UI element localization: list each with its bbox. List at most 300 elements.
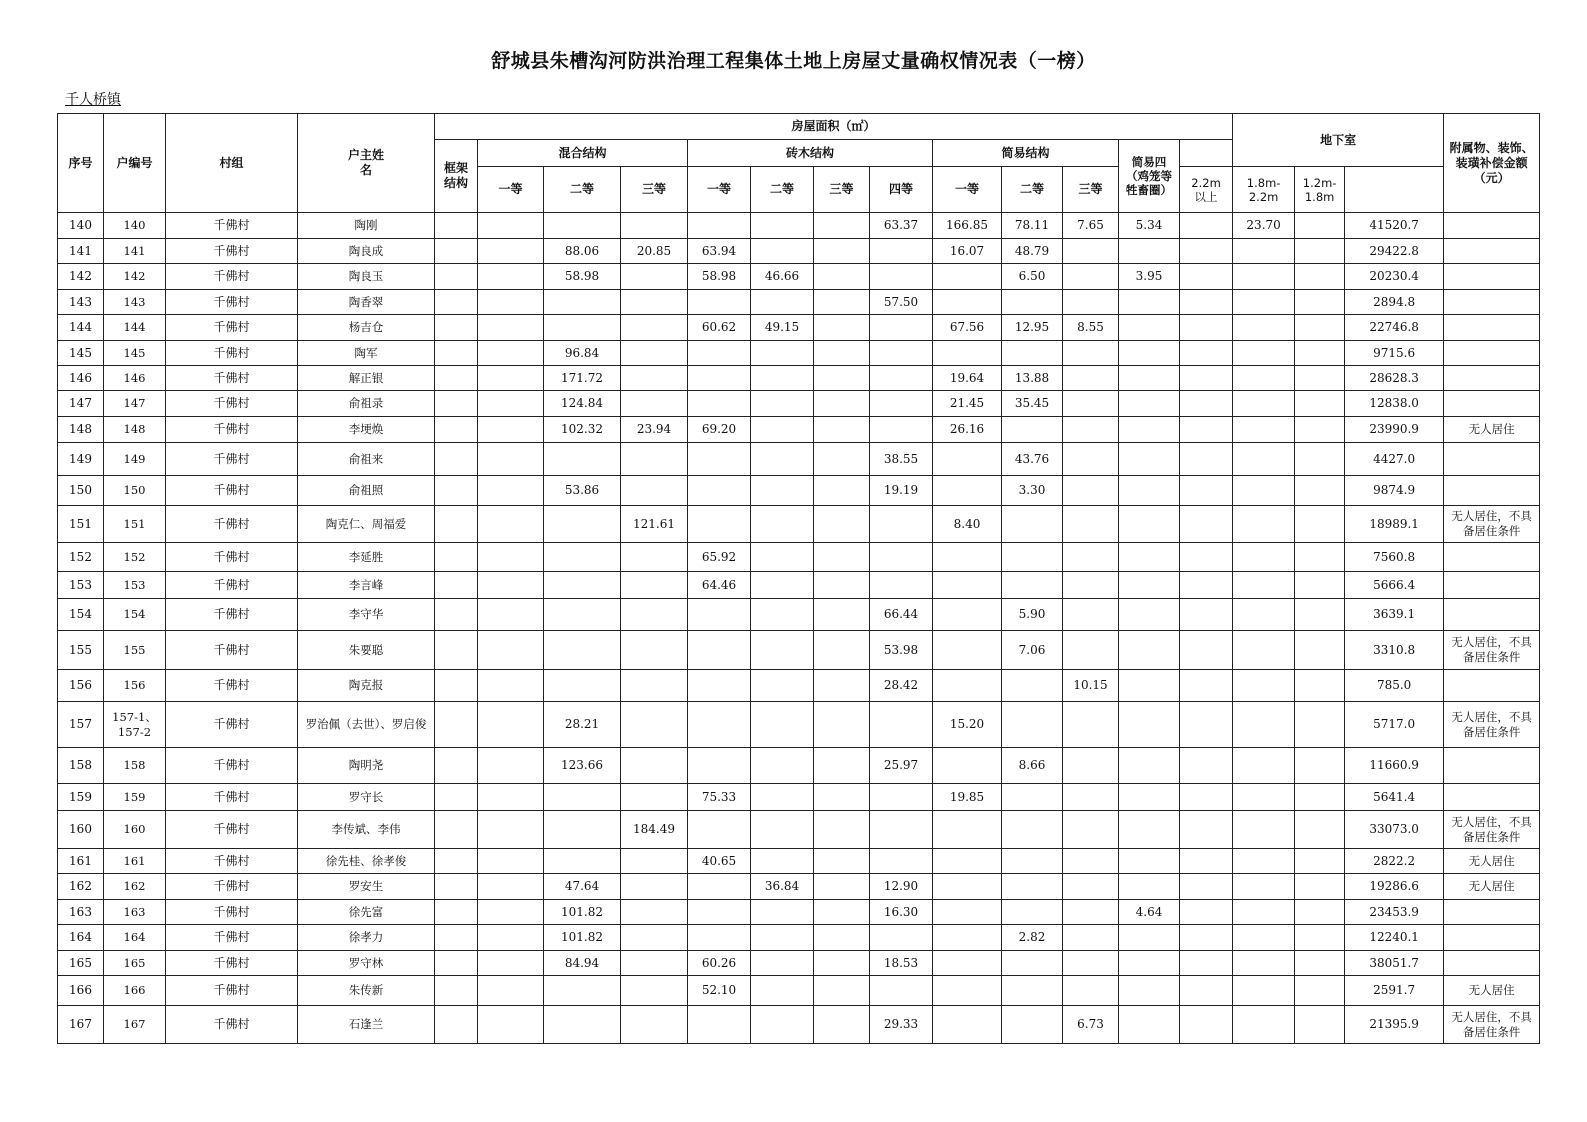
cell-simple-3 bbox=[1063, 264, 1119, 290]
cell-mixed-3: 20.85 bbox=[621, 239, 688, 264]
cell-basement-2 bbox=[1233, 264, 1295, 290]
cell-household-no: 163 bbox=[104, 900, 166, 925]
cell-simple-2 bbox=[1002, 784, 1063, 811]
cell-household-no: 157-1、157-2 bbox=[104, 702, 166, 748]
cell-seq: 144 bbox=[58, 315, 104, 341]
cell-mixed-1 bbox=[478, 631, 544, 670]
cell-basement-1 bbox=[1180, 1006, 1233, 1044]
cell-mixed-1 bbox=[478, 264, 544, 290]
header-frame-text: 框架结构 bbox=[444, 161, 469, 190]
cell-basement-1 bbox=[1180, 443, 1233, 476]
table-row bbox=[58, 315, 1540, 341]
cell-village: 千佛村 bbox=[166, 391, 298, 417]
cell-basement-3 bbox=[1295, 811, 1345, 849]
table-row bbox=[58, 366, 1540, 391]
cell-frame bbox=[435, 874, 478, 900]
cell-household-no: 159 bbox=[104, 784, 166, 811]
cell-seq: 156 bbox=[58, 670, 104, 702]
cell-simple-1 bbox=[933, 631, 1002, 670]
cell-simple-3 bbox=[1063, 543, 1119, 572]
cell-remark: 无人居住 bbox=[1444, 849, 1540, 874]
cell-household-no: 149 bbox=[104, 443, 166, 476]
cell-brick-1 bbox=[688, 925, 751, 951]
cell-brick-3 bbox=[814, 631, 870, 670]
cell-seq: 152 bbox=[58, 543, 104, 572]
header-frame bbox=[435, 140, 478, 213]
cell-basement-1 bbox=[1180, 543, 1233, 572]
cell-simple-4 bbox=[1119, 476, 1180, 506]
cell-seq: 157 bbox=[58, 702, 104, 748]
cell-mixed-2: 53.86 bbox=[544, 476, 621, 506]
table-row bbox=[58, 213, 1540, 239]
cell-owner: 俞祖照 bbox=[298, 476, 435, 506]
cell-basement-1 bbox=[1180, 290, 1233, 315]
cell-owner: 罗守长 bbox=[298, 784, 435, 811]
table-row bbox=[58, 784, 1540, 811]
cell-owner: 罗治佩（去世）、罗启俊 bbox=[298, 702, 435, 748]
cell-village: 千佛村 bbox=[166, 264, 298, 290]
cell-compensation: 28628.3 bbox=[1345, 366, 1444, 391]
table-row bbox=[58, 874, 1540, 900]
cell-basement-1 bbox=[1180, 264, 1233, 290]
cell-owner: 罗守林 bbox=[298, 951, 435, 976]
cell-brick-1 bbox=[688, 476, 751, 506]
cell-mixed-1 bbox=[478, 599, 544, 631]
cell-brick-1: 58.98 bbox=[688, 264, 751, 290]
cell-brick-2 bbox=[751, 976, 814, 1006]
cell-simple-3 bbox=[1063, 417, 1119, 443]
cell-brick-4 bbox=[870, 811, 933, 849]
table-row bbox=[58, 976, 1540, 1006]
cell-frame bbox=[435, 599, 478, 631]
cell-mixed-3 bbox=[621, 631, 688, 670]
cell-basement-1 bbox=[1180, 702, 1233, 748]
cell-mixed-2: 96.84 bbox=[544, 341, 621, 366]
cell-owner: 徐孝力 bbox=[298, 925, 435, 951]
cell-brick-2 bbox=[751, 748, 814, 784]
cell-brick-2 bbox=[751, 572, 814, 599]
cell-brick-2: 49.15 bbox=[751, 315, 814, 341]
cell-simple-2 bbox=[1002, 976, 1063, 1006]
cell-owner: 陶香翠 bbox=[298, 290, 435, 315]
cell-brick-2 bbox=[751, 341, 814, 366]
cell-basement-3 bbox=[1295, 1006, 1345, 1044]
cell-simple-4 bbox=[1119, 976, 1180, 1006]
cell-mixed-1 bbox=[478, 748, 544, 784]
cell-simple-1: 8.40 bbox=[933, 506, 1002, 543]
cell-frame bbox=[435, 506, 478, 543]
cell-basement-1 bbox=[1180, 976, 1233, 1006]
cell-compensation: 19286.6 bbox=[1345, 874, 1444, 900]
cell-mixed-3 bbox=[621, 900, 688, 925]
cell-brick-4 bbox=[870, 702, 933, 748]
cell-brick-4: 19.19 bbox=[870, 476, 933, 506]
cell-mixed-2: 88.06 bbox=[544, 239, 621, 264]
cell-basement-1 bbox=[1180, 900, 1233, 925]
cell-simple-2 bbox=[1002, 341, 1063, 366]
cell-brick-1 bbox=[688, 1006, 751, 1044]
cell-brick-1 bbox=[688, 506, 751, 543]
cell-brick-3 bbox=[814, 417, 870, 443]
cell-basement-3 bbox=[1295, 976, 1345, 1006]
cell-simple-2: 35.45 bbox=[1002, 391, 1063, 417]
cell-basement-1 bbox=[1180, 874, 1233, 900]
cell-simple-3 bbox=[1063, 849, 1119, 874]
header-basement-b2-text: 1.8m-2.2m bbox=[1246, 175, 1281, 204]
cell-simple-3 bbox=[1063, 951, 1119, 976]
cell-basement-1 bbox=[1180, 315, 1233, 341]
cell-simple-2: 13.88 bbox=[1002, 366, 1063, 391]
cell-simple-2 bbox=[1002, 506, 1063, 543]
cell-household-no: 145 bbox=[104, 341, 166, 366]
cell-brick-3 bbox=[814, 239, 870, 264]
house-area-table bbox=[57, 113, 1540, 1044]
cell-mixed-3 bbox=[621, 976, 688, 1006]
cell-brick-2 bbox=[751, 849, 814, 874]
cell-frame bbox=[435, 784, 478, 811]
cell-household-no: 156 bbox=[104, 670, 166, 702]
header-owner-text: 户主姓名 bbox=[348, 148, 385, 177]
cell-basement-1 bbox=[1180, 849, 1233, 874]
cell-simple-1: 15.20 bbox=[933, 702, 1002, 748]
cell-owner: 陶良玉 bbox=[298, 264, 435, 290]
cell-mixed-1 bbox=[478, 366, 544, 391]
cell-brick-3 bbox=[814, 900, 870, 925]
cell-simple-1: 19.85 bbox=[933, 784, 1002, 811]
cell-brick-3 bbox=[814, 976, 870, 1006]
cell-simple-4 bbox=[1119, 572, 1180, 599]
cell-compensation: 22746.8 bbox=[1345, 315, 1444, 341]
table-row bbox=[58, 417, 1540, 443]
cell-simple-2 bbox=[1002, 670, 1063, 702]
header-compensation-text: 附属物、装饰、装璜补偿金额（元） bbox=[1449, 140, 1534, 185]
cell-basement-3 bbox=[1295, 366, 1345, 391]
cell-basement-2 bbox=[1233, 748, 1295, 784]
cell-frame bbox=[435, 290, 478, 315]
cell-mixed-1 bbox=[478, 213, 544, 239]
cell-basement-1 bbox=[1180, 366, 1233, 391]
cell-simple-3 bbox=[1063, 925, 1119, 951]
cell-frame bbox=[435, 543, 478, 572]
cell-mixed-1 bbox=[478, 543, 544, 572]
cell-brick-4 bbox=[870, 264, 933, 290]
cell-mixed-2 bbox=[544, 976, 621, 1006]
cell-mixed-3: 184.49 bbox=[621, 811, 688, 849]
cell-owner: 陶军 bbox=[298, 341, 435, 366]
cell-compensation: 38051.7 bbox=[1345, 951, 1444, 976]
table-row bbox=[58, 599, 1540, 631]
cell-remark: 无人居住，不具备居住条件 bbox=[1444, 506, 1540, 543]
cell-brick-1: 52.10 bbox=[688, 976, 751, 1006]
cell-compensation: 5666.4 bbox=[1345, 572, 1444, 599]
cell-simple-3 bbox=[1063, 572, 1119, 599]
cell-village: 千佛村 bbox=[166, 341, 298, 366]
cell-basement-3 bbox=[1295, 543, 1345, 572]
cell-simple-4: 5.34 bbox=[1119, 213, 1180, 239]
cell-compensation: 23453.9 bbox=[1345, 900, 1444, 925]
cell-mixed-3 bbox=[621, 951, 688, 976]
cell-basement-1 bbox=[1180, 417, 1233, 443]
cell-village: 千佛村 bbox=[166, 543, 298, 572]
cell-brick-4: 28.42 bbox=[870, 670, 933, 702]
cell-simple-4 bbox=[1119, 670, 1180, 702]
cell-seq: 151 bbox=[58, 506, 104, 543]
cell-simple-3 bbox=[1063, 748, 1119, 784]
cell-brick-2 bbox=[751, 417, 814, 443]
cell-village: 千佛村 bbox=[166, 506, 298, 543]
cell-mixed-2: 124.84 bbox=[544, 391, 621, 417]
cell-simple-4 bbox=[1119, 748, 1180, 784]
cell-brick-3 bbox=[814, 572, 870, 599]
cell-mixed-1 bbox=[478, 849, 544, 874]
cell-mixed-1 bbox=[478, 670, 544, 702]
cell-owner: 陶克报 bbox=[298, 670, 435, 702]
cell-mixed-3 bbox=[621, 341, 688, 366]
cell-owner: 李延胜 bbox=[298, 543, 435, 572]
cell-simple-1 bbox=[933, 476, 1002, 506]
cell-simple-1 bbox=[933, 290, 1002, 315]
cell-simple-3 bbox=[1063, 631, 1119, 670]
cell-basement-3 bbox=[1295, 748, 1345, 784]
cell-mixed-3 bbox=[621, 1006, 688, 1044]
cell-brick-3 bbox=[814, 315, 870, 341]
cell-mixed-2 bbox=[544, 543, 621, 572]
cell-simple-3 bbox=[1063, 784, 1119, 811]
cell-basement-3 bbox=[1295, 951, 1345, 976]
cell-simple-1 bbox=[933, 670, 1002, 702]
cell-seq: 161 bbox=[58, 849, 104, 874]
cell-simple-1 bbox=[933, 900, 1002, 925]
cell-remark: 无人居住 bbox=[1444, 417, 1540, 443]
cell-simple-1: 67.56 bbox=[933, 315, 1002, 341]
cell-basement-3 bbox=[1295, 239, 1345, 264]
cell-simple-3 bbox=[1063, 506, 1119, 543]
cell-village: 千佛村 bbox=[166, 849, 298, 874]
cell-basement-2 bbox=[1233, 366, 1295, 391]
cell-frame bbox=[435, 976, 478, 1006]
cell-frame bbox=[435, 1006, 478, 1044]
cell-brick-1 bbox=[688, 443, 751, 476]
cell-seq: 158 bbox=[58, 748, 104, 784]
cell-owner: 陶刚 bbox=[298, 213, 435, 239]
cell-remark: 无人居住 bbox=[1444, 976, 1540, 1006]
cell-household-no: 165 bbox=[104, 951, 166, 976]
cell-remark: 无人居住 bbox=[1444, 874, 1540, 900]
cell-brick-2 bbox=[751, 925, 814, 951]
cell-mixed-2 bbox=[544, 849, 621, 874]
cell-simple-3 bbox=[1063, 391, 1119, 417]
cell-owner: 解正银 bbox=[298, 366, 435, 391]
cell-basement-2 bbox=[1233, 631, 1295, 670]
header-seq: 序号 bbox=[58, 114, 104, 213]
cell-remark bbox=[1444, 341, 1540, 366]
cell-simple-3 bbox=[1063, 239, 1119, 264]
cell-simple-2 bbox=[1002, 849, 1063, 874]
cell-seq: 141 bbox=[58, 239, 104, 264]
cell-mixed-1 bbox=[478, 315, 544, 341]
cell-remark bbox=[1444, 925, 1540, 951]
header-simple4 bbox=[1119, 140, 1180, 213]
cell-mixed-3 bbox=[621, 543, 688, 572]
cell-simple-3 bbox=[1063, 900, 1119, 925]
cell-simple-4 bbox=[1119, 849, 1180, 874]
cell-mixed-2 bbox=[544, 811, 621, 849]
header-village: 村组 bbox=[166, 114, 298, 213]
cell-brick-4 bbox=[870, 976, 933, 1006]
cell-basement-2 bbox=[1233, 443, 1295, 476]
cell-basement-1 bbox=[1180, 951, 1233, 976]
cell-brick-1 bbox=[688, 391, 751, 417]
cell-brick-4: 38.55 bbox=[870, 443, 933, 476]
cell-brick-3 bbox=[814, 476, 870, 506]
cell-mixed-3 bbox=[621, 849, 688, 874]
cell-remark bbox=[1444, 951, 1540, 976]
cell-simple-1 bbox=[933, 1006, 1002, 1044]
cell-basement-3 bbox=[1295, 874, 1345, 900]
cell-brick-4 bbox=[870, 341, 933, 366]
cell-mixed-1 bbox=[478, 1006, 544, 1044]
cell-brick-3 bbox=[814, 784, 870, 811]
cell-simple-1: 166.85 bbox=[933, 213, 1002, 239]
cell-mixed-2 bbox=[544, 506, 621, 543]
cell-brick-3 bbox=[814, 811, 870, 849]
cell-owner: 徐先桂、徐孝俊 bbox=[298, 849, 435, 874]
cell-simple-2: 7.06 bbox=[1002, 631, 1063, 670]
cell-basement-3 bbox=[1295, 572, 1345, 599]
cell-simple-2: 48.79 bbox=[1002, 239, 1063, 264]
cell-simple-1 bbox=[933, 572, 1002, 599]
table-row bbox=[58, 900, 1540, 925]
cell-mixed-3 bbox=[621, 213, 688, 239]
cell-mixed-3 bbox=[621, 599, 688, 631]
cell-simple-3 bbox=[1063, 290, 1119, 315]
cell-household-no: 161 bbox=[104, 849, 166, 874]
cell-compensation: 20230.4 bbox=[1345, 264, 1444, 290]
cell-brick-4 bbox=[870, 506, 933, 543]
cell-simple-1 bbox=[933, 925, 1002, 951]
cell-simple-2: 6.50 bbox=[1002, 264, 1063, 290]
cell-mixed-1 bbox=[478, 417, 544, 443]
cell-village: 千佛村 bbox=[166, 631, 298, 670]
cell-simple-1 bbox=[933, 341, 1002, 366]
cell-simple-1 bbox=[933, 976, 1002, 1006]
cell-brick-1: 65.92 bbox=[688, 543, 751, 572]
cell-household-no: 154 bbox=[104, 599, 166, 631]
cell-brick-1 bbox=[688, 874, 751, 900]
cell-brick-1 bbox=[688, 631, 751, 670]
cell-basement-2 bbox=[1233, 417, 1295, 443]
cell-seq: 163 bbox=[58, 900, 104, 925]
cell-simple-4: 3.95 bbox=[1119, 264, 1180, 290]
header-basement-b1 bbox=[1180, 167, 1233, 213]
table-row bbox=[58, 239, 1540, 264]
cell-compensation: 3639.1 bbox=[1345, 599, 1444, 631]
cell-simple-4: 4.64 bbox=[1119, 900, 1180, 925]
cell-mixed-3 bbox=[621, 443, 688, 476]
cell-frame bbox=[435, 951, 478, 976]
cell-basement-2 bbox=[1233, 784, 1295, 811]
cell-basement-3 bbox=[1295, 506, 1345, 543]
cell-mixed-3 bbox=[621, 925, 688, 951]
table-row bbox=[58, 506, 1540, 543]
cell-simple-1: 26.16 bbox=[933, 417, 1002, 443]
cell-mixed-2: 47.64 bbox=[544, 874, 621, 900]
header-simple-grade3: 三等 bbox=[1063, 167, 1119, 213]
cell-basement-2 bbox=[1233, 951, 1295, 976]
header-basement: 地下室 bbox=[1233, 114, 1444, 167]
cell-basement-1 bbox=[1180, 670, 1233, 702]
cell-basement-1 bbox=[1180, 811, 1233, 849]
table-row bbox=[58, 670, 1540, 702]
header-basement-b3 bbox=[1295, 167, 1345, 213]
cell-simple-4 bbox=[1119, 239, 1180, 264]
cell-simple-1 bbox=[933, 748, 1002, 784]
cell-simple-2 bbox=[1002, 417, 1063, 443]
table-row bbox=[58, 811, 1540, 849]
cell-brick-1 bbox=[688, 670, 751, 702]
cell-simple-2 bbox=[1002, 1006, 1063, 1044]
cell-brick-4: 66.44 bbox=[870, 599, 933, 631]
cell-remark: 无人居住，不具备居住条件 bbox=[1444, 631, 1540, 670]
header-compensation bbox=[1444, 114, 1540, 213]
cell-village: 千佛村 bbox=[166, 976, 298, 1006]
header-simple4-text: 简易四（鸡笼等牲畜圈） bbox=[1126, 155, 1172, 197]
cell-simple-1 bbox=[933, 849, 1002, 874]
cell-basement-3 bbox=[1295, 702, 1345, 748]
cell-village: 千佛村 bbox=[166, 1006, 298, 1044]
cell-household-no: 166 bbox=[104, 976, 166, 1006]
cell-owner: 朱要聪 bbox=[298, 631, 435, 670]
cell-remark bbox=[1444, 239, 1540, 264]
cell-seq: 143 bbox=[58, 290, 104, 315]
cell-brick-1: 69.20 bbox=[688, 417, 751, 443]
table-body bbox=[58, 213, 1540, 1044]
header-brick-grade2: 二等 bbox=[751, 167, 814, 213]
page-title: 舒城县朱槽沟河防洪治理工程集体土地上房屋丈量确权情况表（一榜） bbox=[491, 50, 1096, 72]
cell-household-no: 144 bbox=[104, 315, 166, 341]
cell-simple-4 bbox=[1119, 315, 1180, 341]
cell-simple-2: 12.95 bbox=[1002, 315, 1063, 341]
cell-compensation: 9715.6 bbox=[1345, 341, 1444, 366]
cell-village: 千佛村 bbox=[166, 239, 298, 264]
cell-mixed-1 bbox=[478, 925, 544, 951]
cell-brick-1 bbox=[688, 341, 751, 366]
cell-household-no: 153 bbox=[104, 572, 166, 599]
cell-seq: 145 bbox=[58, 341, 104, 366]
cell-simple-1 bbox=[933, 443, 1002, 476]
cell-simple-4 bbox=[1119, 366, 1180, 391]
cell-owner: 杨吉仓 bbox=[298, 315, 435, 341]
table-row bbox=[58, 264, 1540, 290]
cell-mixed-2 bbox=[544, 290, 621, 315]
cell-simple-3 bbox=[1063, 874, 1119, 900]
cell-simple-3 bbox=[1063, 702, 1119, 748]
cell-brick-4 bbox=[870, 784, 933, 811]
cell-simple-4 bbox=[1119, 506, 1180, 543]
cell-brick-2 bbox=[751, 290, 814, 315]
cell-remark bbox=[1444, 670, 1540, 702]
cell-village: 千佛村 bbox=[166, 443, 298, 476]
cell-mixed-2: 101.82 bbox=[544, 900, 621, 925]
cell-simple-4 bbox=[1119, 417, 1180, 443]
cell-mixed-1 bbox=[478, 572, 544, 599]
header-brick-wood: 砖木结构 bbox=[688, 140, 933, 167]
cell-brick-3 bbox=[814, 1006, 870, 1044]
header-household-no: 户编号 bbox=[104, 114, 166, 213]
header-mixed-grade3: 三等 bbox=[621, 167, 688, 213]
cell-basement-1 bbox=[1180, 213, 1233, 239]
cell-remark bbox=[1444, 543, 1540, 572]
